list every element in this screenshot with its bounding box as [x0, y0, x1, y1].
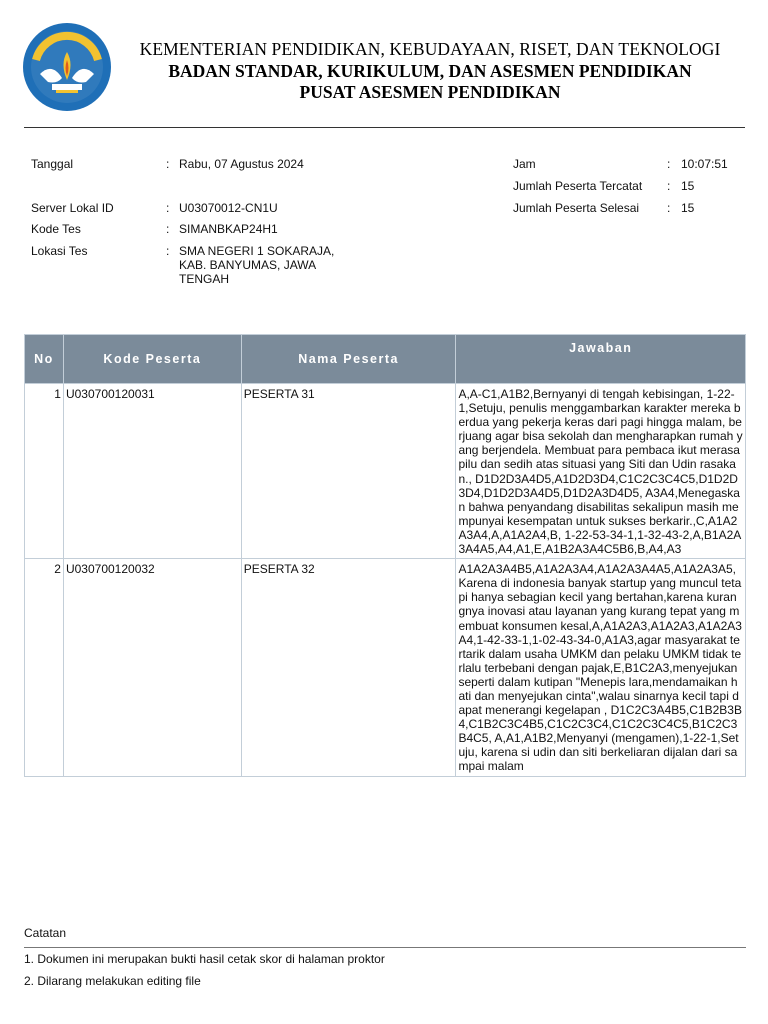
tanggal-label: Tanggal [31, 157, 74, 171]
tercatat-value: 15 [681, 179, 695, 193]
table-row [25, 559, 746, 776]
colon: : [667, 179, 671, 193]
kode-tes-label: Kode Tes [31, 222, 81, 236]
colon: : [667, 157, 671, 171]
selesai-label: Jumlah Peserta Selesai [513, 201, 640, 215]
row-kode: U030700120032 [63, 559, 241, 776]
header-no: No [25, 335, 64, 384]
header-nama-peserta: Nama Peserta [241, 335, 456, 384]
colon: : [667, 201, 671, 215]
row-nama: PESERTA 31 [241, 384, 456, 559]
selesai-value: 15 [681, 201, 695, 215]
note-item: 1. Dokumen ini merupakan bukti hasil cetak skor di halaman proktor [24, 952, 385, 966]
lokasi-label: Lokasi Tes [31, 244, 88, 258]
colon: : [166, 157, 170, 171]
colon: : [166, 201, 170, 215]
tanggal-value: Rabu, 07 Agustus 2024 [179, 157, 304, 171]
lokasi-line-2: KAB. BANYUMAS, JAWA [179, 258, 317, 272]
table-row [25, 384, 746, 559]
jam-label: Jam [513, 157, 536, 171]
header-kode-peserta: Kode Peserta [63, 335, 241, 384]
colon: : [166, 244, 170, 258]
kode-tes-value: SIMANBKAP24H1 [179, 222, 278, 236]
colon: : [166, 222, 170, 236]
row-no: 2 [25, 559, 64, 776]
agency-title: BADAN STANDAR, KURIKULUM, DAN ASESMEN PENDIDIKAN [168, 61, 692, 81]
info-block [0, 0, 768, 300]
row-no: 1 [25, 384, 64, 559]
row-nama: PESERTA 32 [241, 559, 456, 776]
note-item: 2. Dilarang melakukan editing file [24, 974, 201, 988]
server-value: U03070012-CN1U [179, 201, 278, 215]
row-jawaban: A1A2A3A4B5,A1A2A3A4,A1A2A3A4A5,A1A2A3A5, Karena di indonesia banyak startup yang muncul tetapi hanya sebagian kecil yang bertahan,karena kurangnya inovasi atau layanan yang kurang tepat yang membuat konsumen kesal,A,A1A2A3,A1A2A3,A1A2A3A4,1-42-33-1,1-02-43-34-0,A1A3,agar masyarakat tertarik dalam usaha UMKM dan pelaku UMKM tidak terlalu terbebani dengan pajak,E,B1C2A3,menyejukan seperti dalam kutipan "Menepis lara,mendamaikan hati dan menyejukan cinta",walau sinarnya kecil tapi dapat menerangi kegelapan , D1C2C3A4B5,C1B2B3B4,C1B2C3C4B5,C1C2C3C4,C1C2C3C4C5,B1C2C3B4C5, A,A1,A1B2,Menyanyi (mengamen),1-22-1,Setuju, karena si udin dan siti berkeliaran dijalan dari sampai malam [456, 559, 746, 776]
tercatat-label: Jumlah Peserta Tercatat [513, 179, 643, 193]
row-jawaban: A,A-C1,A1B2,Bernyanyi di tengah kebisingan, 1-22-1,Setuju, penulis menggambarkan karakter mereka berdua yang pekerja keras dari pagi hingga malam, berjuang agar bisa sekolah dan mengharapkan rumah yang berjendela. Membuat para pembaca ikut merasa pilu dan sedih atas situasi yang Siti dan Udin rasakan., D1D2D3A4D5,A1D2D3D4,C1C2C3C4C5,D1D2D3D4,D1D2D3A4D5,D1D2A3D4D5, A3A4,Menegaskan bahwa penyandang disabilitas sekalipun masih mempunyai kesempatan untuk sukses berkarir.,C,A1A2A3A4,A,A1A2A4,B, 1-22-53-34-1,1-32-43-2,A,B1A2A3A4A5,A4,A1,E,A1B2A3A4C5B6,B,A4,A3 [456, 384, 746, 559]
notes-section [24, 926, 746, 992]
notes-title: Catatan [24, 926, 67, 940]
jam-value: 10:07:51 [681, 157, 728, 171]
lokasi-line-3: TENGAH [179, 272, 230, 286]
server-label: Server Lokal ID [31, 201, 114, 215]
lokasi-line-1: SMA NEGERI 1 SOKARAJA, [179, 244, 335, 258]
center-title: PUSAT ASESMEN PENDIDIKAN [299, 82, 561, 102]
table-header-row [25, 335, 746, 384]
ministry-title: KEMENTERIAN PENDIDIKAN, KEBUDAYAAN, RISET, DAN TEKNOLOGI [139, 39, 721, 59]
results-table [24, 334, 746, 777]
header-jawaban: Jawaban [456, 335, 746, 384]
row-kode: U030700120031 [63, 384, 241, 559]
